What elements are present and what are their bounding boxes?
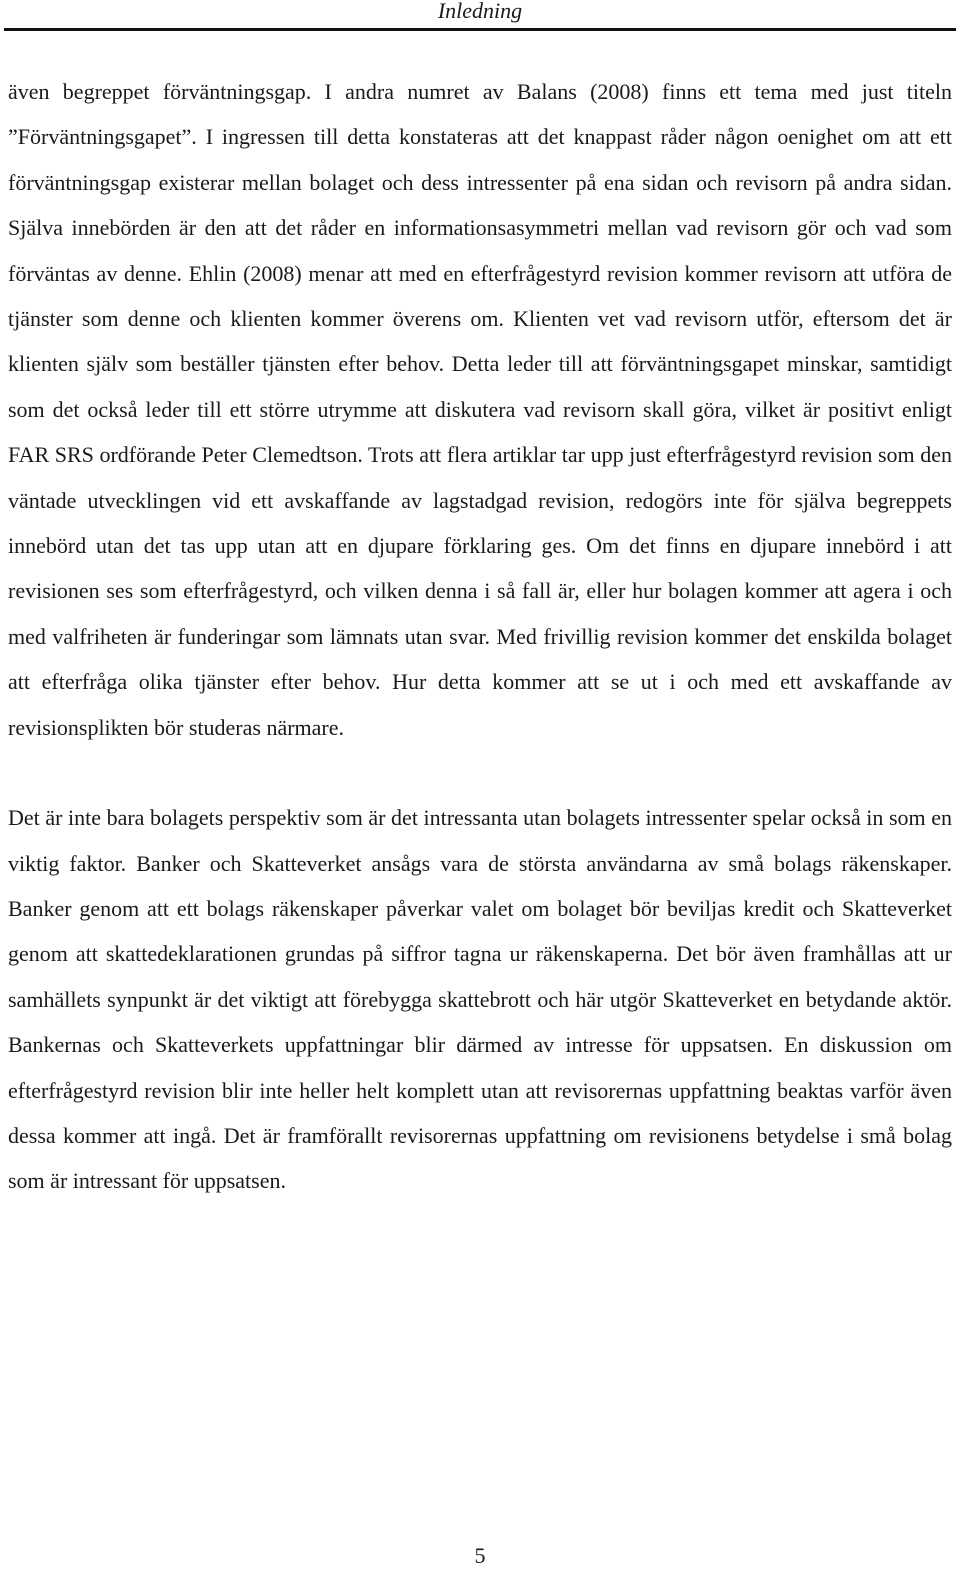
running-header: Inledning xyxy=(437,0,523,23)
page-number: 5 xyxy=(474,1543,486,1568)
paragraph-1: även begreppet förväntningsgap. I andra numret av Balans (2008) finns ett tema med just titeln ”Förväntningsgapet”. I ingressen till detta konstateras att det knappast råder någon oenighet om att ett förväntningsgap existerar mellan bolaget och dess intressenter på ena sidan och revisorn på andra sidan. Själva innebörden är den att det råder en informationsasymmetri mellan vad revisorn gör och vad som förväntas av denne. Ehlin (2008) menar att med en efterfrågestyrd revision kommer revisorn att utföra de tjänster som denne och klienten kommer överens om. Klienten vet vad revisorn utför, eftersom det är klienten själv som beställer tjänsten efter behov. Detta leder till att förväntningsgapet minskar, samtidigt som det också leder till ett större utrymme att diskutera vad revisorn skall göra, vilket är positivt enligt FAR SRS ordförande Peter Clemedtson. Trots att flera artiklar tar upp just efterfrågestyrd revision som den väntade utvecklingen vid ett avskaffande av lagstadgad revision, redogörs inte för själva begreppets innebörd utan det tas upp utan att en djupare förklaring ges. Om det finns en djupare innebörd i att revisionen ses som efterfrågestyrd, och vilken denna i så fall är, eller hur bolagen kommer att agera i och med valfriheten är funderingar som lämnats utan svar. Med frivillig revision kommer det enskilda bolaget att efterfråga olika tjänster efter behov. Hur detta kommer att se ut i och med ett avskaffande av revisionsplikten bör studeras närmare. xyxy=(8,79,952,740)
body-text xyxy=(8,69,952,1204)
header-rule xyxy=(4,28,956,31)
paragraph-2: Det är inte bara bolagets perspektiv som är det intressanta utan bolagets intressenter spelar också in som en viktig faktor. Banker och Skatteverket ansågs vara de största användarna av små bolags räkenskaper. Banker genom att ett bolags räkenskaper påverkar valet om bolaget bör beviljas kredit och Skatteverket genom att skattedeklarationen grundas på siffror tagna ur räkenskaperna. Det bör även framhållas att ur samhällets synpunkt är det viktigt att förebygga skattebrott och här utgör Skatteverket en betydande aktör. Bankernas och Skatteverkets uppfattningar blir därmed av intresse för uppsatsen. En diskussion om efterfrågestyrd revision blir inte heller helt komplett utan att revisorernas uppfattning beaktas varför även dessa kommer att ingå. Det är framförallt revisorernas uppfattning om revisionens betydelse i små bolag som är intressant för uppsatsen. xyxy=(8,805,952,1194)
